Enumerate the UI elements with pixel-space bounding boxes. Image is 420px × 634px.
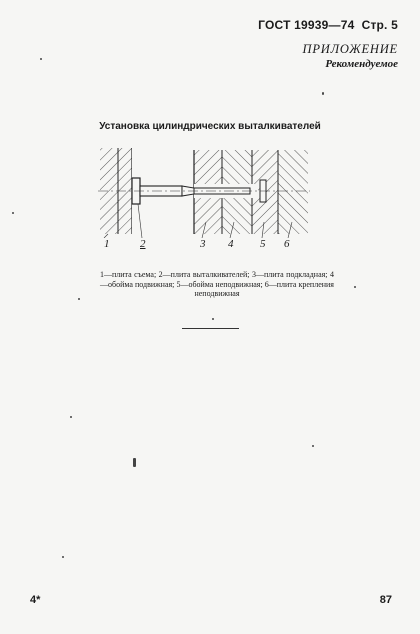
scan-speck: [133, 458, 136, 467]
callout-5: 5: [260, 238, 266, 250]
standard-number: ГОСТ 19939—74: [258, 18, 355, 32]
figure-callouts: [100, 238, 310, 258]
ejector-installation-drawing: [98, 142, 310, 238]
sheet-mark: 4*: [30, 594, 41, 606]
figure-caption: 1—плита съема; 2—плита выталкивателей; 3—плита подкладная; 4—обойма подвижная; 5—обойма неподвижная; 6—плита крепления неподвижная: [100, 270, 334, 298]
appendix-subtitle: Рекомендуемое: [325, 58, 398, 70]
plate-6: [278, 150, 308, 234]
page-label: Стр. 5: [361, 18, 398, 32]
scan-speck: [322, 92, 324, 95]
caption-divider: [182, 328, 239, 329]
scan-speck: [70, 416, 72, 418]
scan-speck: [40, 58, 42, 60]
appendix-title: ПРИЛОЖЕНИЕ: [302, 42, 398, 56]
figure-title: Установка цилиндрических выталкивателей: [99, 121, 321, 132]
scan-speck: [78, 298, 80, 300]
scan-speck: [354, 286, 356, 288]
callout-6: 6: [284, 238, 290, 250]
scan-speck: [212, 318, 214, 320]
scan-speck: [62, 556, 64, 558]
callout-2: 2: [140, 238, 146, 250]
callout-3: 3: [200, 238, 206, 250]
scan-speck: [12, 212, 14, 214]
page-header: [258, 18, 398, 32]
callout-4: 4: [228, 238, 234, 250]
scan-speck: [312, 445, 314, 447]
callout-1: 1: [104, 238, 110, 250]
page-number: 87: [379, 594, 392, 606]
